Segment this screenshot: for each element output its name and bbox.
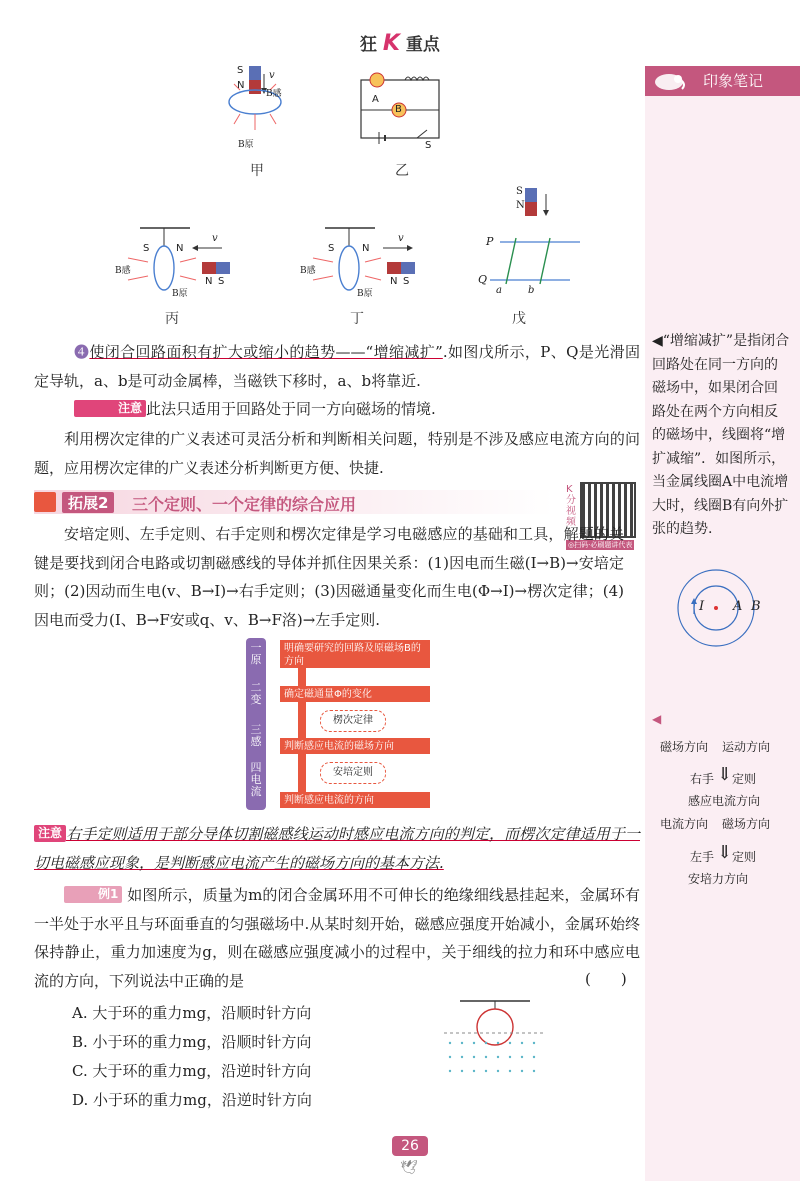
qr-caption: ◎扫码·必刷题讲代表 [568, 541, 633, 549]
rule2-right: 磁场方向 [722, 817, 771, 831]
sidebar-title: 印象笔记 [645, 66, 800, 96]
flow-oval-1: 楞次定律 [320, 710, 386, 732]
fig-ding-mag-S: S [403, 276, 410, 287]
caption-jia: 甲 [250, 163, 264, 179]
fig-bing-mag-N: N [205, 276, 213, 287]
section-header [34, 490, 554, 514]
fig-bing-bgan: B感 [115, 266, 131, 276]
caption-wu: 戊 [512, 311, 526, 327]
example-text: 如图所示，质量为m的闭合金属环用不可伸长的绝缘细线悬挂起来，金属环有一半处于水平且与环面垂直的匀强磁场中.从某时刻开始，磁感应强度开始减小，金属环始终保持静止，重力加速度为g，则在磁感应强度减小的过程中，关于细线的拉力和环中感应电流的方向，下列说法中正确的是 [34, 886, 640, 990]
flow-side-1: 一原 [250, 641, 262, 666]
option-b[interactable]: B. 小于环的重力mg，沿顺时针方向 [72, 1033, 312, 1051]
paragraph-generalized-lenz: 利用楞次定律的广义表述可灵活分析和判断相关问题，特别是不涉及感应电流方向的问题，应用楞次定律的广义表述分析判断更方便、快捷. [34, 430, 640, 477]
answer-blank: ( ) [585, 970, 627, 988]
flow-side-4: 四电流 [250, 761, 262, 798]
fig-label-a: A [733, 599, 743, 614]
paragraph-three-rules: 安培定则、左手定则、右手定则和楞次定律是学习电磁感应的基础和工具，解题的关键是要找到闭合电路或切割磁感线的导体并抓住因果关系：(1)因电而生磁(I→B)→安培定则；(2)因动而生电(v、B→I)→右手定则；(3)因磁通量变化而生电(Φ→I)→楞次定律；(4)因电而受力(I、B→F安或q、v、B→F洛)→左手定则. [34, 525, 624, 629]
section-tag: 拓展2 [62, 492, 114, 513]
bird-icon: 🕊 [400, 1160, 418, 1176]
paragraph-area-trend [34, 338, 640, 395]
flow-step-2: 确定磁通量Φ的变化 [280, 686, 430, 702]
fig-yi-S: S [425, 140, 432, 151]
book-icon [34, 492, 56, 512]
fig-ding-S: S [328, 243, 335, 254]
fig-jia-bgan: B感 [266, 89, 282, 99]
rule2-mid-left: 左手 [690, 850, 715, 864]
flow-step-1: 明确要研究的回路及原磁场B的方向 [280, 640, 430, 668]
fig-jia-v: v [269, 70, 275, 81]
fig-wu-N: N [516, 200, 525, 211]
flow-step-4: 判断感应电流的方向 [280, 792, 430, 808]
note-text: 此法只适用于回路处于同一方向磁场的情境. [146, 400, 436, 418]
example-figure [440, 995, 550, 1085]
rule1-mid-right: 定则 [732, 772, 757, 786]
figure-wu [480, 184, 590, 294]
example-question [34, 881, 640, 995]
fig-wu-b: b [528, 285, 535, 296]
option-c[interactable]: C. 大于环的重力mg，沿逆时针方向 [72, 1062, 312, 1080]
fig-bing-N: N [176, 243, 184, 254]
double-down-arrow-icon: ⇓ [717, 842, 733, 863]
option-a[interactable]: A. 大于环的重力mg，沿顺时针方向 [72, 1004, 312, 1022]
caption-yi: 乙 [395, 163, 409, 179]
page-number: 26 [392, 1136, 428, 1156]
example-tag: 例1 [64, 886, 122, 903]
rule1-left: 磁场方向 [660, 740, 709, 754]
fig-wu-a: a [496, 285, 502, 296]
double-down-arrow-icon: ⇓ [717, 764, 733, 785]
rule2-mid-right: 定则 [732, 850, 757, 864]
rule2-left: 电流方向 [660, 817, 709, 831]
note-single-direction [34, 395, 640, 424]
fig-wu-P: P [486, 235, 494, 248]
rule1-right: 运动方向 [722, 740, 771, 754]
fig-ding-mag-N: N [390, 276, 398, 287]
point-number-4: ❹ [74, 343, 90, 361]
rule1-mid-left: 右手 [690, 772, 715, 786]
header-title-k: K [382, 31, 400, 56]
flow-step-3: 判断感应电流的磁场方向 [280, 738, 430, 754]
fig-yi-A: A [372, 94, 379, 105]
note-tag: 注意 [34, 825, 66, 842]
note-tag: 注意 [74, 400, 146, 417]
flow-side-3: 三感 [250, 723, 262, 748]
paragraph-rest: .如图戊所示，P、Q是光滑固定导轨，a、b是可动金属棒，当磁铁下移时，a、b将靠近. [34, 343, 640, 390]
fig-bing-v: v [212, 233, 218, 244]
option-d[interactable]: D. 小于环的重力mg，沿逆时针方向 [72, 1091, 312, 1109]
note-right-hand-vs-lenz [34, 820, 640, 877]
fig-ding-v: v [398, 233, 404, 244]
fig-yi-B: B [395, 104, 402, 115]
fig-ding-bgan: B感 [300, 266, 316, 276]
fig-jia-byuan: B原 [238, 140, 254, 150]
fig-wu-S: S [516, 186, 523, 197]
caption-ding: 丁 [350, 311, 364, 327]
section-title: 三个定则、一个定律的综合应用 [132, 495, 357, 514]
fig-jia-S: S [237, 65, 244, 76]
fig-jia-N: N [237, 80, 245, 91]
fig-bing-mag-S: S [218, 276, 225, 287]
sidebar-arrow-2: ◀ [652, 712, 662, 726]
fig-label-i: I [699, 599, 705, 614]
fig-ding-byuan: B原 [357, 289, 373, 299]
qr-side-label: K分视频 [566, 484, 576, 528]
fig-bing-byuan: B原 [172, 289, 188, 299]
rule1-bottom: 感应电流方向 [688, 794, 761, 808]
flow-side-labels [247, 642, 265, 798]
rule2-bottom: 安培力方向 [688, 872, 749, 886]
fig-wu-Q: Q [478, 273, 488, 286]
note-text: 右手定则适用于部分导体切割磁感线运动时感应电流方向的判定，而楞次定律适用于一切电磁感应现象，是判断感应电流产生的磁场方向的基本方法. [34, 825, 640, 872]
fig-bing-S: S [143, 243, 150, 254]
highlight-zengsuo: 使闭合回路面积有扩大或缩小的趋势——“增缩减扩” [89, 343, 443, 361]
fig-label-b: B [751, 599, 761, 614]
flow-side-2: 二变 [250, 681, 262, 706]
figure-jia [220, 62, 310, 157]
elephant-icon [652, 70, 686, 92]
header-title-right: 重点 [405, 35, 440, 55]
flow-oval-2: 安培定则 [320, 762, 386, 784]
header-title-left: 狂 [360, 35, 377, 55]
page-header [360, 30, 440, 56]
caption-bing: 丙 [165, 311, 179, 327]
sidebar-note-1: ◀“增缩减扩”是指闭合回路处在同一方向的磁场中，如果闭合回路处在两个方向相反的磁场中，线圈将“增扩减缩”．如图所示，当金属线圈A中电流增大时，线圈B有向外扩张的趋势. [652, 333, 790, 537]
fig-ding-N: N [362, 243, 370, 254]
